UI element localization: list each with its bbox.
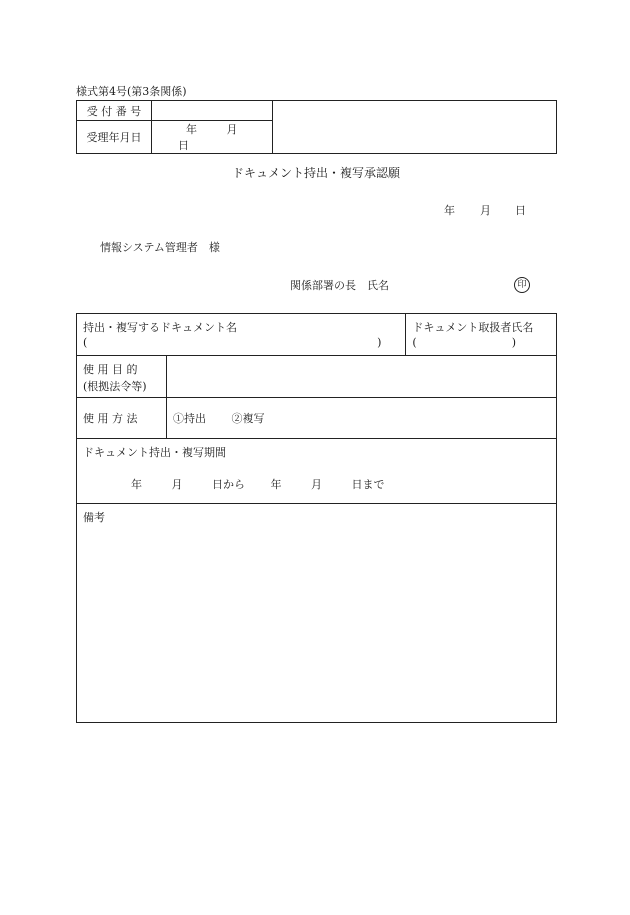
document-name-close-paren: ) <box>377 336 382 349</box>
reception-date-label: 受理年月日 <box>77 121 152 154</box>
method-option-take-out[interactable]: ①持出 <box>173 412 206 425</box>
method-label-cell <box>77 398 167 439</box>
handler-name-cell[interactable] <box>406 314 557 356</box>
method-field[interactable] <box>167 398 557 439</box>
purpose-label-cell <box>77 356 167 398</box>
reception-day-label: 日 <box>178 139 189 152</box>
period-start-year: 年 <box>131 478 142 491</box>
reception-month-label: 月 <box>226 123 238 136</box>
period-label: ドキュメント持出・複写期間 <box>83 446 226 459</box>
purpose-sublabel: (根拠法令等) <box>83 380 147 393</box>
document-name-label: 持出・複写するドキュメント名 <box>83 321 237 334</box>
handler-name-label: ドキュメント取扱者氏名 <box>412 321 534 334</box>
purpose-label: 使 用 目 的 <box>83 363 138 376</box>
addressee: 情報システム管理者 様 <box>100 241 220 254</box>
document-name-cell[interactable] <box>77 314 406 356</box>
reception-blank-area <box>273 101 557 154</box>
request-year-label: 年 <box>444 204 455 217</box>
handler-name-close-paren: ) <box>511 336 516 349</box>
reception-number-field[interactable] <box>152 101 273 121</box>
period-start-month: 月 <box>171 478 183 491</box>
applicant-label: 関係部署の長 氏名 <box>290 279 389 292</box>
purpose-field[interactable] <box>167 356 557 398</box>
reception-number-label: 受 付 番 号 <box>77 101 152 121</box>
method-option-copy[interactable]: ②複写 <box>231 412 265 425</box>
remarks-label: 備考 <box>83 511 105 524</box>
remarks-cell[interactable] <box>77 504 557 723</box>
period-cell[interactable] <box>77 439 557 504</box>
period-end-month: 月 <box>311 478 322 491</box>
period-end-year: 年 <box>270 478 282 491</box>
reception-year-label: 年 <box>186 123 197 136</box>
seal-icon: 印 <box>514 277 530 293</box>
form-number: 様式第4号(第3条関係) <box>76 85 187 98</box>
document-name-open-paren: ( <box>83 336 88 349</box>
period-start-day: 日から <box>212 478 245 491</box>
reception-table <box>76 100 557 154</box>
document-title: ドキュメント持出・複写承認願 <box>232 166 401 180</box>
handler-name-open-paren: ( <box>412 336 417 349</box>
reception-date-field[interactable] <box>152 121 273 154</box>
request-day-label: 日 <box>515 204 526 217</box>
method-label: 使 用 方 法 <box>83 412 138 425</box>
request-month-label: 月 <box>480 204 491 217</box>
period-end-day: 日まで <box>351 478 385 491</box>
application-table <box>76 313 557 723</box>
